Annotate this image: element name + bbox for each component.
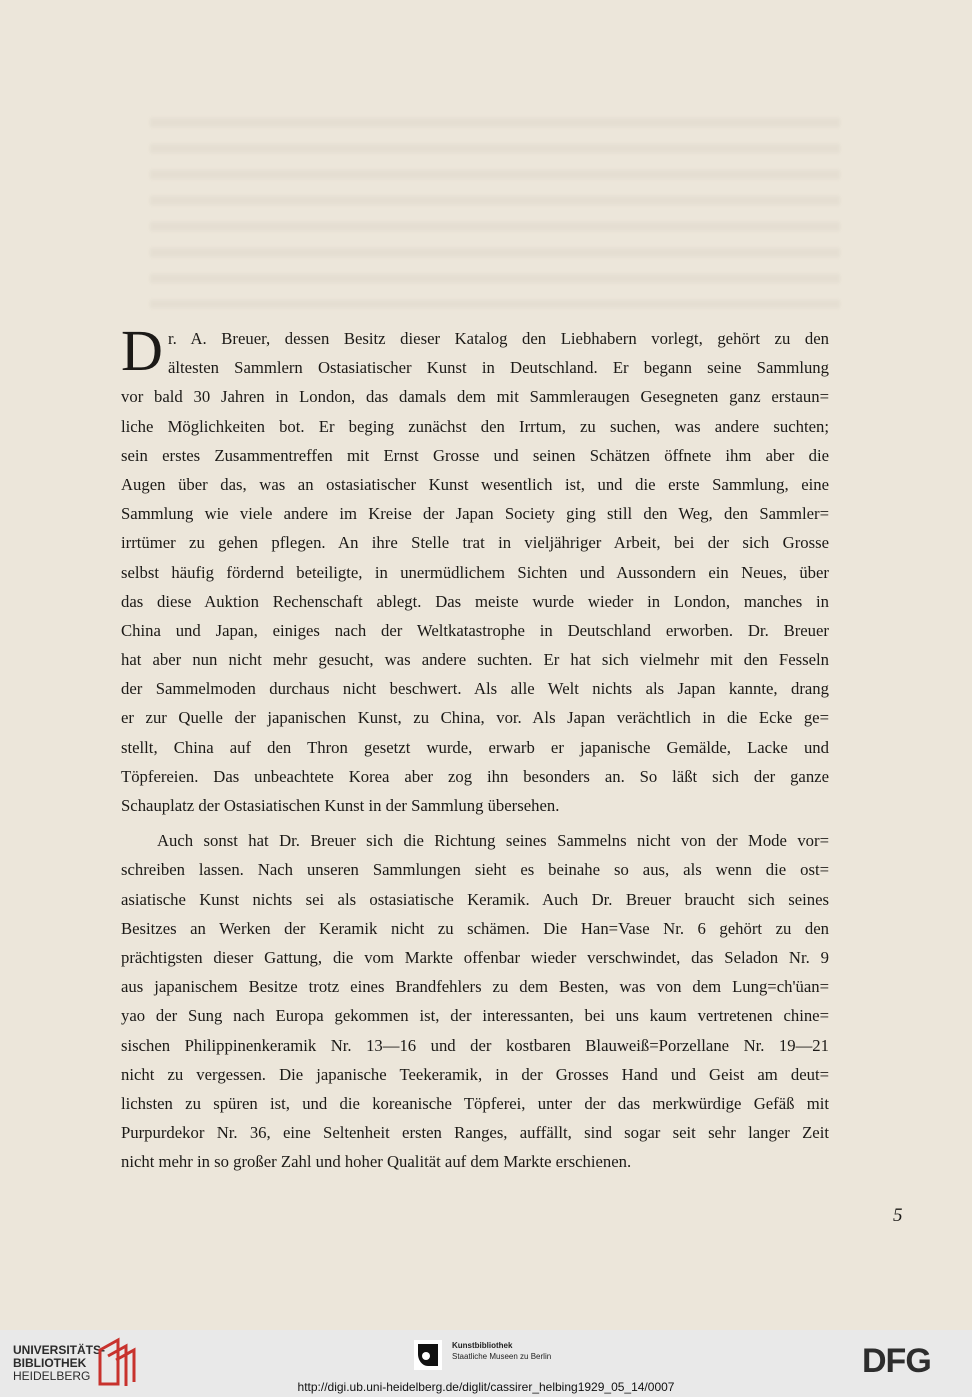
kunstbibliothek-subtitle: Staatliche Museen zu Berlin xyxy=(452,1352,552,1361)
text-line: nicht mehr in so großer Zahl und hoher Qualität auf dem Markte erschienen. xyxy=(121,1152,632,1172)
text-line: er zur Quelle der japanischen Kunst, zu China, vor. Als Japan verächtlich in die Ecke ge= xyxy=(121,708,829,728)
university-library-label xyxy=(13,1344,105,1383)
text-line: nicht zu vergessen. Die japanische Teekeramik, in der Grosses Hand und Geist am deut= xyxy=(121,1064,829,1084)
text-line: sischen Philippinenkeramik Nr. 13—16 und der kostbaren Blauweiß=Porzellane Nr. 19—21 xyxy=(121,1035,829,1055)
text-line: aus japanischem Besitze trotz eines Brandfehlers zu dem Besten, was von dem Lung=ch'üan= xyxy=(121,977,829,997)
page-number: 5 xyxy=(893,1205,903,1226)
text-line: sein erstes Zusammentreffen mit Ernst Grosse und seinen Schätzen öffnete ihm aber die xyxy=(121,445,829,465)
text-line: Sammlung wie viele andere im Kreise der Japan Society ging still den Weg, den Sammler= xyxy=(121,504,829,524)
text-line: ältesten Sammlern Ostasiatischer Kunst in Deutschland. Er begann seine Sammlung xyxy=(168,358,829,378)
text-line: hat aber nun nicht mehr gesucht, was andere suchten. Er hat sich vielmehr mit den Fesseln xyxy=(121,650,829,670)
footer-bar xyxy=(0,1330,972,1397)
text-line: schreiben lassen. Nach unseren Sammlungen sieht es beinahe so aus, als wenn die ost= xyxy=(121,860,829,880)
text-line: liche Möglichkeiten bot. Er beging zunächst den Irrtum, zu suchen, was andere suchten; xyxy=(121,416,829,436)
kunstbibliothek-label xyxy=(452,1340,551,1362)
text-line: prächtigsten dieser Gattung, die vom Markte offenbar wieder verschwindet, das Seladon Nr. 9 xyxy=(121,947,829,967)
paragraph-1 xyxy=(121,318,829,820)
text-line: der Sammelmoden durchaus nicht beschwert. Als alle Welt nichts als Japan kannte, drang xyxy=(121,679,829,699)
text-line: Schauplatz der Ostasiatischen Kunst in der Sammlung übersehen. xyxy=(121,796,560,815)
text-line: selbst häufig fördernd beteiligte, in unermüdlichem Sichten und Aussondern ein Neues, über xyxy=(121,562,829,582)
kunstbibliothek-title: Kunstbibliothek xyxy=(452,1341,513,1350)
text-line: Purpurdekor Nr. 36, eine Seltenheit ersten Ranges, auffällt, sind sogar seit sehr langer Zeit xyxy=(121,1123,829,1143)
text-line: asiatische Kunst nichts sei als ostasiatische Keramik. Auch Dr. Breuer braucht sich seines xyxy=(121,889,829,909)
text-line: Auch sonst hat Dr. Breuer sich die Richtung seines Sammelns nicht von der Mode vor= xyxy=(157,831,829,851)
text-line: vor bald 30 Jahren in London, das damals dem mit Sammleraugen Gesegneten ganz erstaun= xyxy=(121,387,829,407)
university-line-3: HEIDELBERG xyxy=(13,1369,91,1383)
dfg-logo[interactable]: DFG xyxy=(862,1342,931,1380)
permalink-url[interactable]: http://digi.ub.uni-heidelberg.de/diglit/cassirer_helbing1929_05_14/0007 xyxy=(297,1380,675,1394)
show-through-text xyxy=(150,118,840,308)
paragraph-2 xyxy=(121,826,829,1176)
text-line: stellt, China auf den Thron gesetzt wurde, erwarb er japanische Gemälde, Lacke und xyxy=(121,737,829,757)
text-line: r. A. Breuer, dessen Besitz dieser Katalog den Liebhabern vorlegt, gehört zu den xyxy=(168,329,829,348)
university-line-1: UNIVERSITÄTS- xyxy=(13,1343,106,1357)
kunstbibliothek-logo-icon[interactable] xyxy=(414,1340,442,1370)
university-line-2: BIBLIOTHEK xyxy=(13,1356,87,1370)
drop-cap: D xyxy=(121,318,163,383)
text-line: yao der Sung nach Europa gekommen ist, der interessanten, bei uns kaum vertretenen chine= xyxy=(121,1006,829,1026)
text-line: irrtümer zu gehen pflegen. An ihre Stelle trat in vieljähriger Arbeit, bei der sich Grosse xyxy=(121,533,829,553)
body-text xyxy=(121,318,829,1176)
text-line: China und Japan, einiges nach der Weltkatastrophe in Deutschland erworben. Dr. Breuer xyxy=(121,620,829,640)
text-line: Töpfereien. Das unbeachtete Korea aber zog ihn besonders an. So läßt sich der ganze xyxy=(121,766,829,786)
text-line: Besitzes an Werken der Keramik nicht zu schämen. Die Han=Vase Nr. 6 gehört zu den xyxy=(121,918,829,938)
text-line: das diese Auktion Rechenschaft ablegt. Das meiste wurde wieder in London, manches in xyxy=(121,591,829,611)
text-line: lichsten zu spüren ist, und die koreanische Töpferei, unter der das merkwürdige Gefäß mit xyxy=(121,1093,829,1113)
text-line: Augen über das, was an ostasiatischer Kunst wesentlich ist, und die erste Sammlung, eine xyxy=(121,474,829,494)
